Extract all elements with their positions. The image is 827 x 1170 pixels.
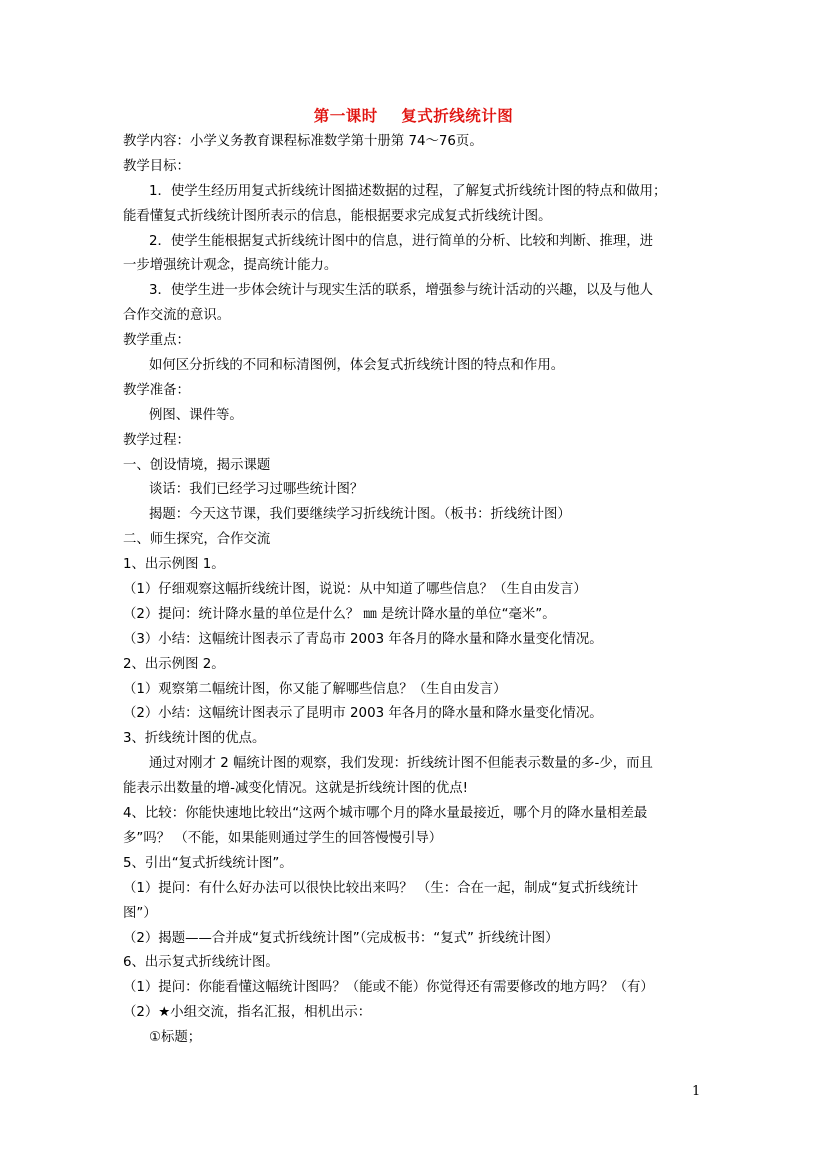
paragraph-line: 合作交流的意识。 (123, 308, 231, 324)
paragraph-line: 通过对刚才 2 幅统计图的观察，我们发现：折线统计图不但能表示数量的多-少，而且 (149, 756, 653, 772)
document-body (123, 130, 709, 1051)
paragraph-line: 能看懂复式折线统计图所表示的信息，能根据要求完成复式折线统计图。 (123, 208, 552, 224)
section-heading: 教学重点： (123, 333, 190, 349)
section-heading: 一、创设情境，揭示课题 (123, 457, 271, 473)
section-heading: 教学过程： (123, 432, 190, 448)
paragraph-line: 谈话：我们已经学习过哪些统计图？ (149, 482, 364, 498)
paragraph-line: 一步增强统计观念，提高统计能力。 (123, 258, 338, 274)
page-title: 第一课时 复式折线统计图 (313, 106, 514, 125)
paragraph-line: 教学内容：小学义务教育课程标准数学第十册第 74～76页。 (123, 134, 483, 149)
paragraph-line: 2．使学生能根据复式折线统计图中的信息，进行简单的分析、比较和判断、推理，进 (149, 233, 653, 249)
paragraph-line: 能表示出数量的增-减变化情况。这就是折线统计图的优点! (123, 781, 468, 797)
list-item: （2）提问：统计降水量的单位是什么？ ㎜ 是统计降水量的单位“毫米”。 (123, 606, 556, 622)
list-item: 5、引出“复式折线统计图”。 (123, 855, 293, 871)
paragraph-line: 如何区分折线的不同和标清图例，体会复式折线统计图的特点和作用。 (149, 358, 565, 374)
section-heading: 教学目标： (123, 158, 190, 174)
list-item: 6、出示复式折线统计图。 (123, 955, 279, 971)
page-number: 1 (692, 1084, 701, 1099)
list-item: （1）提问：有什么好办法可以很快比较出来吗？ （生：合在一起，制成“复式折线统计 (123, 880, 639, 896)
section-heading: 教学准备： (123, 382, 190, 398)
paragraph-line: 例图、课件等。 (149, 407, 243, 423)
list-item: （1）仔细观察这幅折线统计图，说说：从中知道了哪些信息？（生自由发言） (123, 582, 587, 598)
section-heading: 二、师生探究，合作交流 (123, 532, 271, 548)
list-item: 1、出示例图 1。 (123, 557, 225, 573)
list-item: （2）小结：这幅统计图表示了昆明市 2003 年各月的降水量和降水量变化情况。 (123, 706, 603, 722)
paragraph-line: 1．使学生经历用复式折线统计图描述数据的过程，了解复式折线统计图的特点和做用； (149, 183, 667, 199)
paragraph-line: 多”吗？ （不能，如果能则通过学生的回答慢慢引导） (123, 830, 443, 846)
list-item: （2）揭题——合并成“复式折线统计图”（完成板书：“复式” 折线统计图） (123, 930, 559, 946)
list-item: （3）小结：这幅统计图表示了青岛市 2003 年各月的降水量和降水量变化情况。 (123, 631, 603, 647)
paragraph-line: 图”） (123, 905, 157, 921)
list-item: 3、折线统计图的优点。 (123, 731, 266, 747)
paragraph-line: 揭题：今天这节课，我们要继续学习折线统计图。（板书：折线统计图） (149, 507, 571, 523)
list-item: （1）观察第二幅统计图，你又能了解哪些信息？（生自由发言） (123, 681, 507, 697)
list-item: （2）★小组交流，指名汇报，相机出示： (123, 1005, 372, 1021)
list-item: 2、出示例图 2。 (123, 656, 225, 672)
list-item: 4、比较：你能快速地比较出“这两个城市哪个月的降水量最接近，哪个月的降水量相差最 (123, 806, 648, 822)
list-item: ①标题； (149, 1030, 202, 1046)
list-item: （1）提问：你能看懂这幅统计图吗？（能或不能）你觉得还有需要修改的地方吗？（有） (123, 980, 654, 996)
paragraph-line: 3．使学生进一步体会统计与现实生活的联系，增强参与统计活动的兴趣，以及与他人 (149, 283, 653, 299)
